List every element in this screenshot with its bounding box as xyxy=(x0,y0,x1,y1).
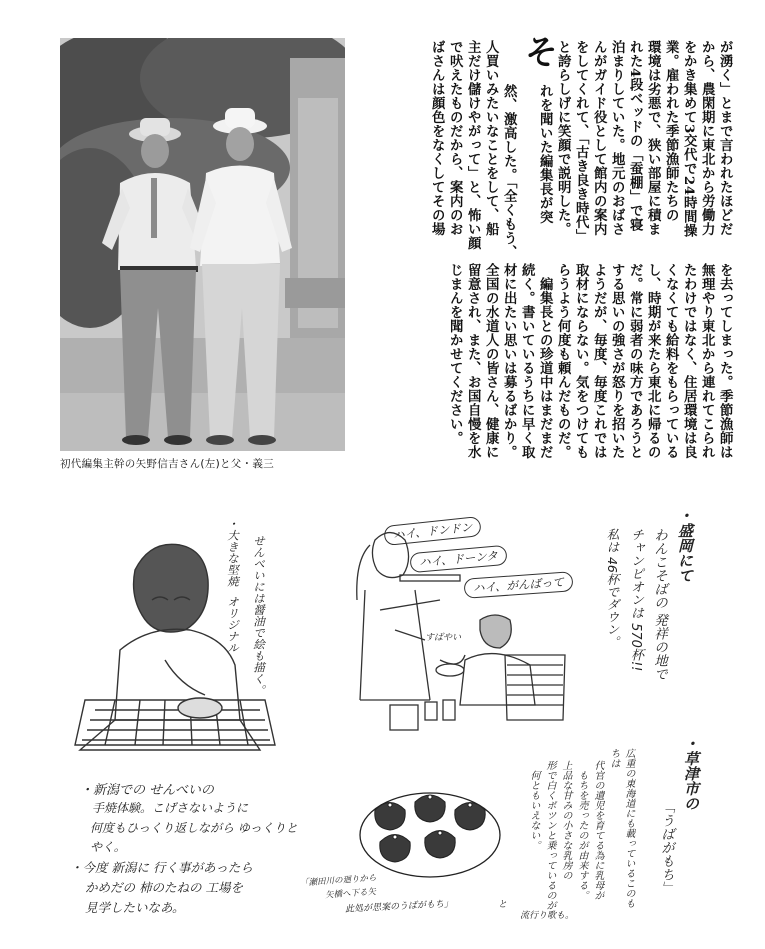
photo-two-men xyxy=(60,38,345,451)
article-column: する思いの強さが怒りを招いた xyxy=(609,263,626,459)
article-column: たわけではなく、住居環境は良 xyxy=(681,263,698,459)
note-niigata: 見学したいなあ。 xyxy=(85,900,185,915)
article-column: が湧く」とまで言われたほどだ xyxy=(717,40,734,236)
article-column: だ。常に弱者の味方であろうと xyxy=(627,263,644,459)
note-morioka: ・盛岡にて xyxy=(676,508,694,583)
note-kusatsu: 「うばがもち」 xyxy=(658,800,674,895)
article-column: じまんを聞かせてください。 xyxy=(447,263,464,445)
photo-caption: 初代編集主幹の矢野信吉さん(左)と父・義三 xyxy=(60,458,274,470)
note-senbei: せんべいには醤油で絵も描く。 xyxy=(252,535,266,696)
article-column: 全国の水道人の皆さん、健康に xyxy=(483,263,500,459)
article-column: らうよう何度も頼んだものだ。 xyxy=(555,263,572,459)
note-kusatsu: 何ともいえない。 xyxy=(528,770,539,850)
note-kusatsu: 形で白くポツンと乗っているのが xyxy=(544,760,555,910)
note-kusatsu: 代官の遺児を育てる為に乳母が xyxy=(592,760,603,900)
note-uba-song: 矢橋へ下る矢 xyxy=(324,887,377,901)
note-kusatsu: 上品な甘みの小さな乳房の xyxy=(560,760,571,880)
article-column: と誇らしげに笑顔で説明した。 xyxy=(555,40,572,236)
article-column: 材に出たい思いは募るばかり。 xyxy=(501,263,518,459)
note-uba-song: と xyxy=(498,900,508,910)
note-uba-song: 此処が思案のうばがもち」 xyxy=(344,899,454,915)
note-morioka: チャンピオンは 570杯!! xyxy=(628,528,643,672)
article-column: 主だけ儲けやがって」と、怖い顔 xyxy=(465,40,482,250)
note-niigata: ・新潟での せんべいの xyxy=(80,783,214,798)
article-column: れた4段ベッドの「蚕棚」で寝 xyxy=(627,40,644,232)
note-niigata: 手焼体験。こげさないように xyxy=(92,801,249,815)
speech-bubble: ハイ、がんばって xyxy=(463,571,573,599)
article-column: 編集長との珍道中はまだまだ xyxy=(537,263,554,459)
note-kusatsu: ・草津市の xyxy=(682,736,700,811)
note-kusatsu: 広重の東海道にも載っているこのもちは xyxy=(608,748,634,908)
article-column: 泊まりしていた。地元のおばさ xyxy=(609,40,626,236)
note-senbei: ・大きな堅焼 xyxy=(226,518,240,587)
note-niigata: 何度もひっくり返しながら ゆっくりと xyxy=(90,821,298,835)
article-column: 然、激高した。「全くもう、 xyxy=(501,84,518,260)
note-niigata: ・今度 新潟に 行く事があったら xyxy=(70,860,253,875)
note-kusatsu: もちを売ったのが由来する。 xyxy=(576,770,587,900)
note-morioka: わんこそばの 発祥の地で xyxy=(651,528,667,681)
article-column: 環境は劣悪で、狭い部屋に積ま xyxy=(645,40,662,236)
article-column: ようだが、毎度、毎度これでは xyxy=(591,263,608,459)
article-column: 人買いみたいなことをして、船 xyxy=(483,40,500,236)
uba-mochi-illustration xyxy=(355,780,505,880)
article-column: くなくても給料をもらっている xyxy=(663,263,680,459)
article-column: から、農閑期に東北から労働力 xyxy=(699,40,716,236)
article-column: 無理やり東北から連れてこられ xyxy=(699,263,716,459)
speech-bubble: ハイ、ドーンタ xyxy=(409,545,507,573)
article-column: ばさんは顔色をなくしてその場 xyxy=(429,40,446,236)
article-column: 続く。書いているうちに早く取 xyxy=(519,263,536,459)
note-morioka: 私は 46杯でダウン。 xyxy=(605,528,620,648)
article-column: をしてくれて、「古き良き時代」 xyxy=(573,40,590,244)
article-column: んがガイド役として館内の案内 xyxy=(591,40,608,236)
sound-label: すばやい xyxy=(425,633,462,643)
note-uba-song: 「瀬田川の廻りから xyxy=(299,873,377,889)
note-uba-song: 流行り歌も。 xyxy=(520,911,575,921)
note-niigata: かめだの 柿のたねの 工場を xyxy=(85,880,243,895)
article-column: 取材にならない。気をつけても xyxy=(573,263,590,459)
article-column: をかき集めて3交代で24時間操 xyxy=(681,40,698,238)
note-niigata: やく。 xyxy=(90,840,126,854)
article-column: れを聞いた編集長が突 xyxy=(537,84,554,224)
article-dropcap: そ xyxy=(518,34,558,69)
article-column: し、時期が来たら東北に帰るの xyxy=(645,263,662,459)
article-column: 留意され、また、お国自慢を水 xyxy=(465,263,482,459)
article-column: で吠えたものだから、案内のお xyxy=(447,40,464,236)
note-senbei: オリジナル xyxy=(226,596,240,654)
article-column: 業。雇われた季節漁師たちの xyxy=(663,40,680,222)
article-column: を去ってしまった。季節漁師は xyxy=(717,263,734,459)
speech-bubble: ハイ、ドンドン xyxy=(383,516,482,546)
